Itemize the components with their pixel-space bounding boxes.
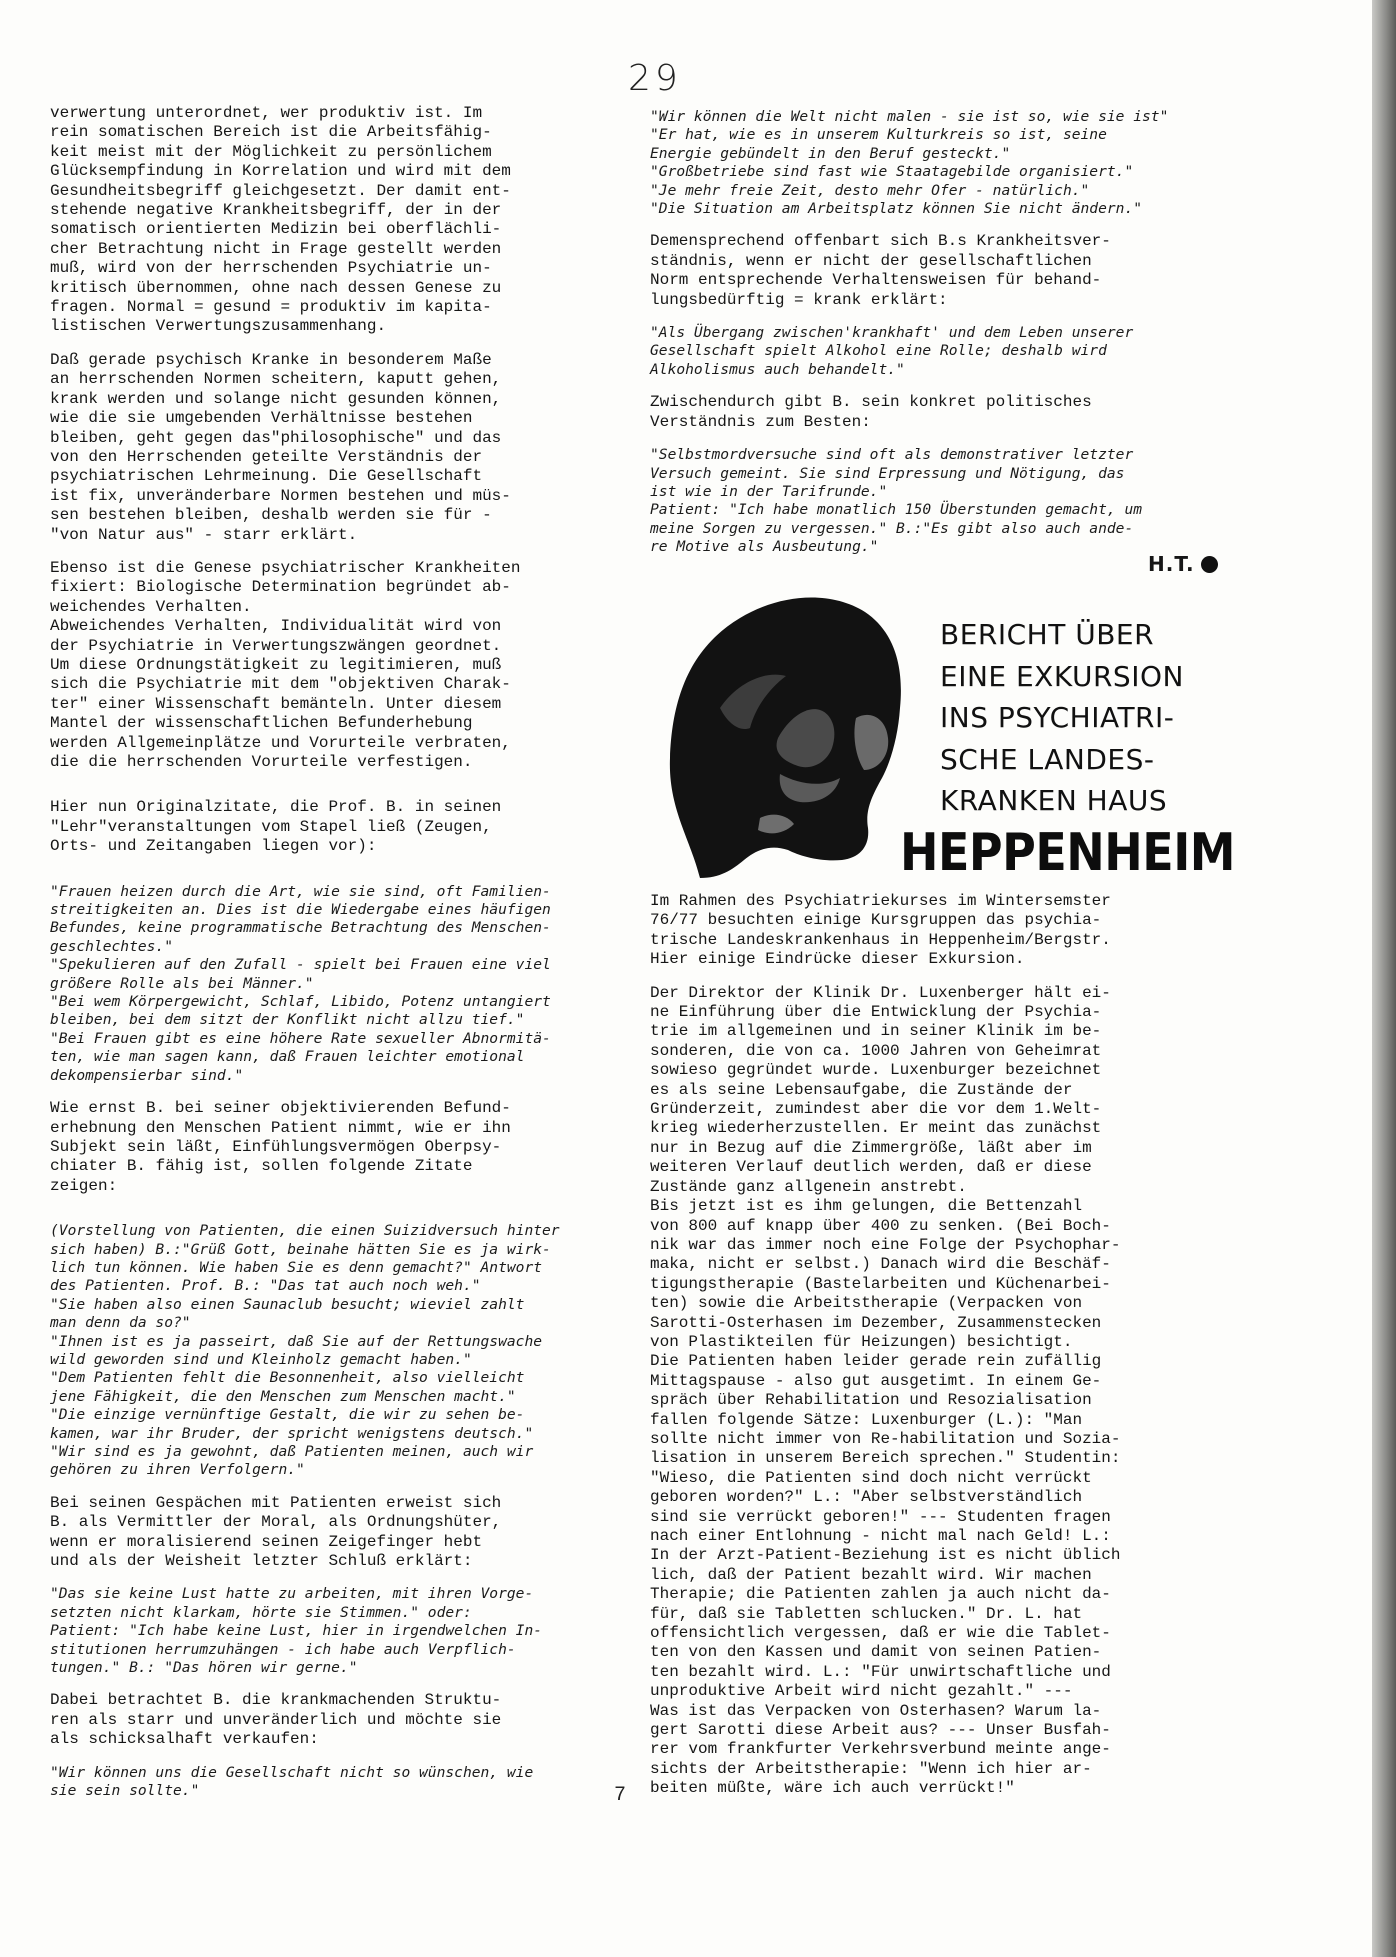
paragraph: Dabei betrachtet B. die krankmachenden Struktu- ren als starr und unveränderlich und möchte sie als schicksalhaft verkaufen: — [50, 1691, 502, 1749]
article-headline-location: HEPPENHEIM — [900, 822, 1236, 883]
quote-block: "Das sie keine Lust hatte zu arbeiten, mit ihren Vorge- setzten nicht klarkam, hörte sie Stimmen." oder: Patient: "Ich habe keine Lust, hier in irgendwelchen In- stitutionen herrumzuhängen - ich habe auch Verpflich- tungen." B.: "Das hören wir gerne." — [50, 1585, 543, 1677]
paragraph: Ebenso ist die Genese psychiatrischer Krankheiten fixiert: Biologische Determination begründet ab- weichendes Verhalten. Abweichendes Verhalten, Individualität wird von der Psychiatrie in Verwertungszwängen geordnet. Um diese Ordnungstätigkeit zu legitimieren, muß sich die Psychiatrie mit dem "objektiven Charak- ter" einer Wissenschaft bemänteln. Unter diesem Mantel der wissenschaftlichen Befunderhebung werden Allgemeinplätze und Vorurteile verbraten, die die herrschenden Vorurteile verfestigen. — [50, 558, 521, 771]
paragraph: Daß gerade psychisch Kranke in besonderem Maße an herrschenden Normen scheitern, kaputt gehen, krank werden und solange nicht gesunden können, wie die sie umgebenden Verhältnisse bestehen bleiben, geht gegen das"philosophische" und das von den Herrschenden geteilte Verständnis der psychiatrischen Lehrmeinung. Die Gesellschaft ist fix, unveränderbare Normen bestehen und müs- sen bestehen bleiben, deshalb werden sie für - "von Natur aus" - starr erklärt. — [50, 350, 511, 544]
author-signature: H.T. — [1148, 552, 1218, 576]
quote-block: "Frauen heizen durch die Art, wie sie sind, oft Familien- streitigkeiten an. Dies ist die Wiedergabe eines häufigen Befundes, keine programmatische Betrachtung des Menschen- geschlechtes." "Spekulieren auf den Zufall - spielt bei Frauen eine viel größere Rolle als bei Männer." "Bei wem Körpergewicht, Schlaf, Libido, Potenz untangiert bleiben, bei dem sitzt der Konflikt nicht allzu tief." "Bei Frauen gibt es eine höhere Rate sexueller Abnormitä- ten, wie man sagen kann, daß Frauen leichter emotional dekompensierbar sind." — [50, 882, 551, 1084]
paragraph: Wie ernst B. bei seiner objektivierenden Befund- erhebnung den Menschen Patient nimmt, wie er ihn Subjekt sein läßt, Einfühlungsvermögen Oberpsy- chiater B. fähig ist, sollen folgende Zitate zeigen: — [50, 1099, 511, 1195]
left-column — [50, 104, 630, 1815]
page-edge-shadow — [1372, 0, 1396, 1957]
bullet-dot-icon — [1201, 556, 1218, 573]
right-column-article — [650, 892, 1250, 1813]
paragraph: Demensprechend offenbart sich B.s Krankheitsver- ständnis, wenn er nicht der gesellschaftlichen Norm entsprechende Verhaltensweisen für behand- lungsbedürftig = krank erklärt: — [650, 232, 1111, 309]
quote-block: (Vorstellung von Patienten, die einen Suizidversuch hinter sich haben) B.:"Grüß Gott, beinahe hätten Sie es ja wirk- lich tun können. Wie haben Sie es denn gemacht?" Antwort des Patienten. Prof. B.: "Das tat auch noch weh." "Sie haben also einen Saunaclub besucht; wieviel zahlt man denn da so?" "Ihnen ist es ja passeirt, daß Sie auf der Rettungswache wild geworden sind und Kleinholz gemacht haben." "Dem Patienten fehlt die Besonnenheit, also vielleicht jene Fähigkeit, die den Menschen zum Menschen macht." "Die einzige vernünftige Gestalt, die wir zu sehen be- kamen, war ihr Bruder, der spricht wenigstens deutsch." "Wir sind es ja gewohnt, daß Patienten meinen, auch wir gehören zu ihren Verfolgern." — [50, 1222, 560, 1479]
quote-block: "Wir können die Welt nicht malen - sie ist so, wie sie ist" "Er hat, wie es in unserem Kulturkreis so ist, seine Energie gebündelt in den Beruf gesteckt." "Großbetriebe sind fast wie Staatagebilde organisiert." "Je mehr freie Zeit, desto mehr Ofer - natürlich." "Die Situation am Arbeitsplatz können Sie nicht ändern." — [650, 108, 1169, 218]
quote-block: "Selbstmordversuche sind oft als demonstrativer letzter Versuch gemeint. Sie sind Erpressung und Nötigung, das ist wie in der Tarifrunde." Patient: "Ich habe monatlich 150 Überstunden gemacht, um meine Sorgen zu vergessen." B.:"Es gibt also auch ande- re Motive als Ausbeutung." — [650, 446, 1143, 556]
head-illustration — [660, 588, 906, 880]
right-column-top — [650, 108, 1230, 571]
paragraph: Bei seinen Gespächen mit Patienten erweist sich B. als Vermittler der Moral, als Ordnungshüter, wenn er moralisierend seinen Zeigefinger hebt und als der Weisheit letzter Schluß erklärt: — [50, 1493, 502, 1571]
page-number-footer: 7 — [614, 1784, 627, 1807]
paragraph: Zwischendurch gibt B. sein konkret politisches Verständnis zum Besten: — [650, 393, 1092, 431]
paragraph-intro-quotes: Hier nun Originalzitate, die Prof. B. in seinen "Lehr"veranstaltungen vom Stapel ließ (Zeugen, Orts- und Zeitangaben liegen vor): — [50, 798, 502, 856]
paragraph: Im Rahmen des Psychiatriekurses im Wintersemster 76/77 besuchten einige Kursgruppen das psychia- trische Landeskrankenhaus in Heppenheim/Bergstr. Hier einige Eindrücke dieser Exkursion. — [650, 892, 1111, 969]
page-number-handwritten: 29 — [628, 58, 682, 99]
paragraph: Der Direktor der Klinik Dr. Luxenberger hält ei- ne Einführung über die Entwicklung der Psychia- trie im allgemeinen und in seiner Klinik im be- sonderen, die von ca. 1000 Jahren von Geheimrat sowieso gegründet wurde. Luxenburger bezeichnet es als seine Lebensaufgabe, die Zustände der Gründerzeit, zumindest aber die vor dem 1.Welt- krieg wiederherzustellen. Er meint das zunächst nur in Bezug auf die Zimmergröße, läßt aber im weiteren Verlauf deutlich werden, daß er diese Zustände ganz allgenein anstrebt. Bis jetzt ist es ihm gelungen, die Bettenzahl von 800 auf knapp über 400 zu senken. (Bei Boch- nik war das immer noch eine Folge der Psychophar- maka, nicht er selbst.) Danach wird die Beschäf- tigungstherapie (Bastelarbeiten und Küchenarbei- ten) sowie die Arbeitstherapie (Verpacken von Sarotti-Osterhasen im Dezember, Zusammenstecken von Plastikteilen für Heizungen) besichtigt. Die Patienten haben leider gerade rein zufällig Mittagspause - also gut ausgetimt. In einem Ge- spräch über Rehabilitation und Resozialisation fallen folgende Sätze: Luxenburger (L.): "Man sollte nicht immer von Re-habilitation und Sozia- lisation in unserem Bereich sprechen." Studentin: "Wieso, die Patienten sind doch nicht verrückt geboren worden?" L.: "Aber selbstverständlich sind sie verrückt geboren!" --- Studenten fragen nach einer Entlohnung - nicht mal nach Geld! L.: In der Arzt-Patient-Beziehung ist es nicht üblich lich, daß der Patient bezahlt wird. Wir machen Therapie; die Patienten zahlen ja auch nicht da- für, daß sie Tabletten schlucken." Dr. L. hat offensichtlich vergessen, daß er wie die Tablet- ten von den Kassen und damit von seinen Patien- ten bezahlt wird. L.: "Für unwirtschaftliche und unproduktive Arbeit wird nicht gezahlt." --- Was ist das Verpacken von Osterhasen? Warum la- gert Sarotti diese Arbeit aus? --- Unser Busfah- rer vom frankfurter Verkehrsverbund meinte ange- sichts der Arbeitstherapie: "Wenn ich hier ar- beiten müßte, wäre ich auch verrückt!" — [650, 983, 1121, 1798]
quote-block: "Wir können uns die Gesellschaft nicht so wünschen, wie sie sein sollte." — [50, 1763, 534, 1800]
quote-block: "Als Übergang zwischen'krankhaft' und dem Leben unserer Gesellschaft spielt Alkohol eine Rolle; deshalb wird Alkoholismus auch behandelt." — [650, 324, 1134, 378]
article-headline: BERICHT ÜBER EINE EXKURSION INS PSYCHIATRI- SCHE LANDES- KRANKEN HAUS — [940, 618, 1184, 817]
paragraph: verwertung unterordnet, wer produktiv ist. Im rein somatischen Bereich ist die Arbeitsfähig- keit meist mit der Möglichkeit zu persönlichem Glücksempfindung in Korrelation und wird mit dem Gesundheitsbegriff gleichgesetzt. Der damit ent- stehende negative Krankheitsbegriff, der in der somatisch orientierten Medizin bei oberflächli- cher Betrachtung nicht in Frage gestellt werden muß, wird von der herrschenden Psychiatrie un- kritisch übernommen, ohne nach dessen Genese zu fragen. Normal = gesund = produktiv im kapita- listischen Verwertungszusammenhang. — [50, 104, 511, 336]
